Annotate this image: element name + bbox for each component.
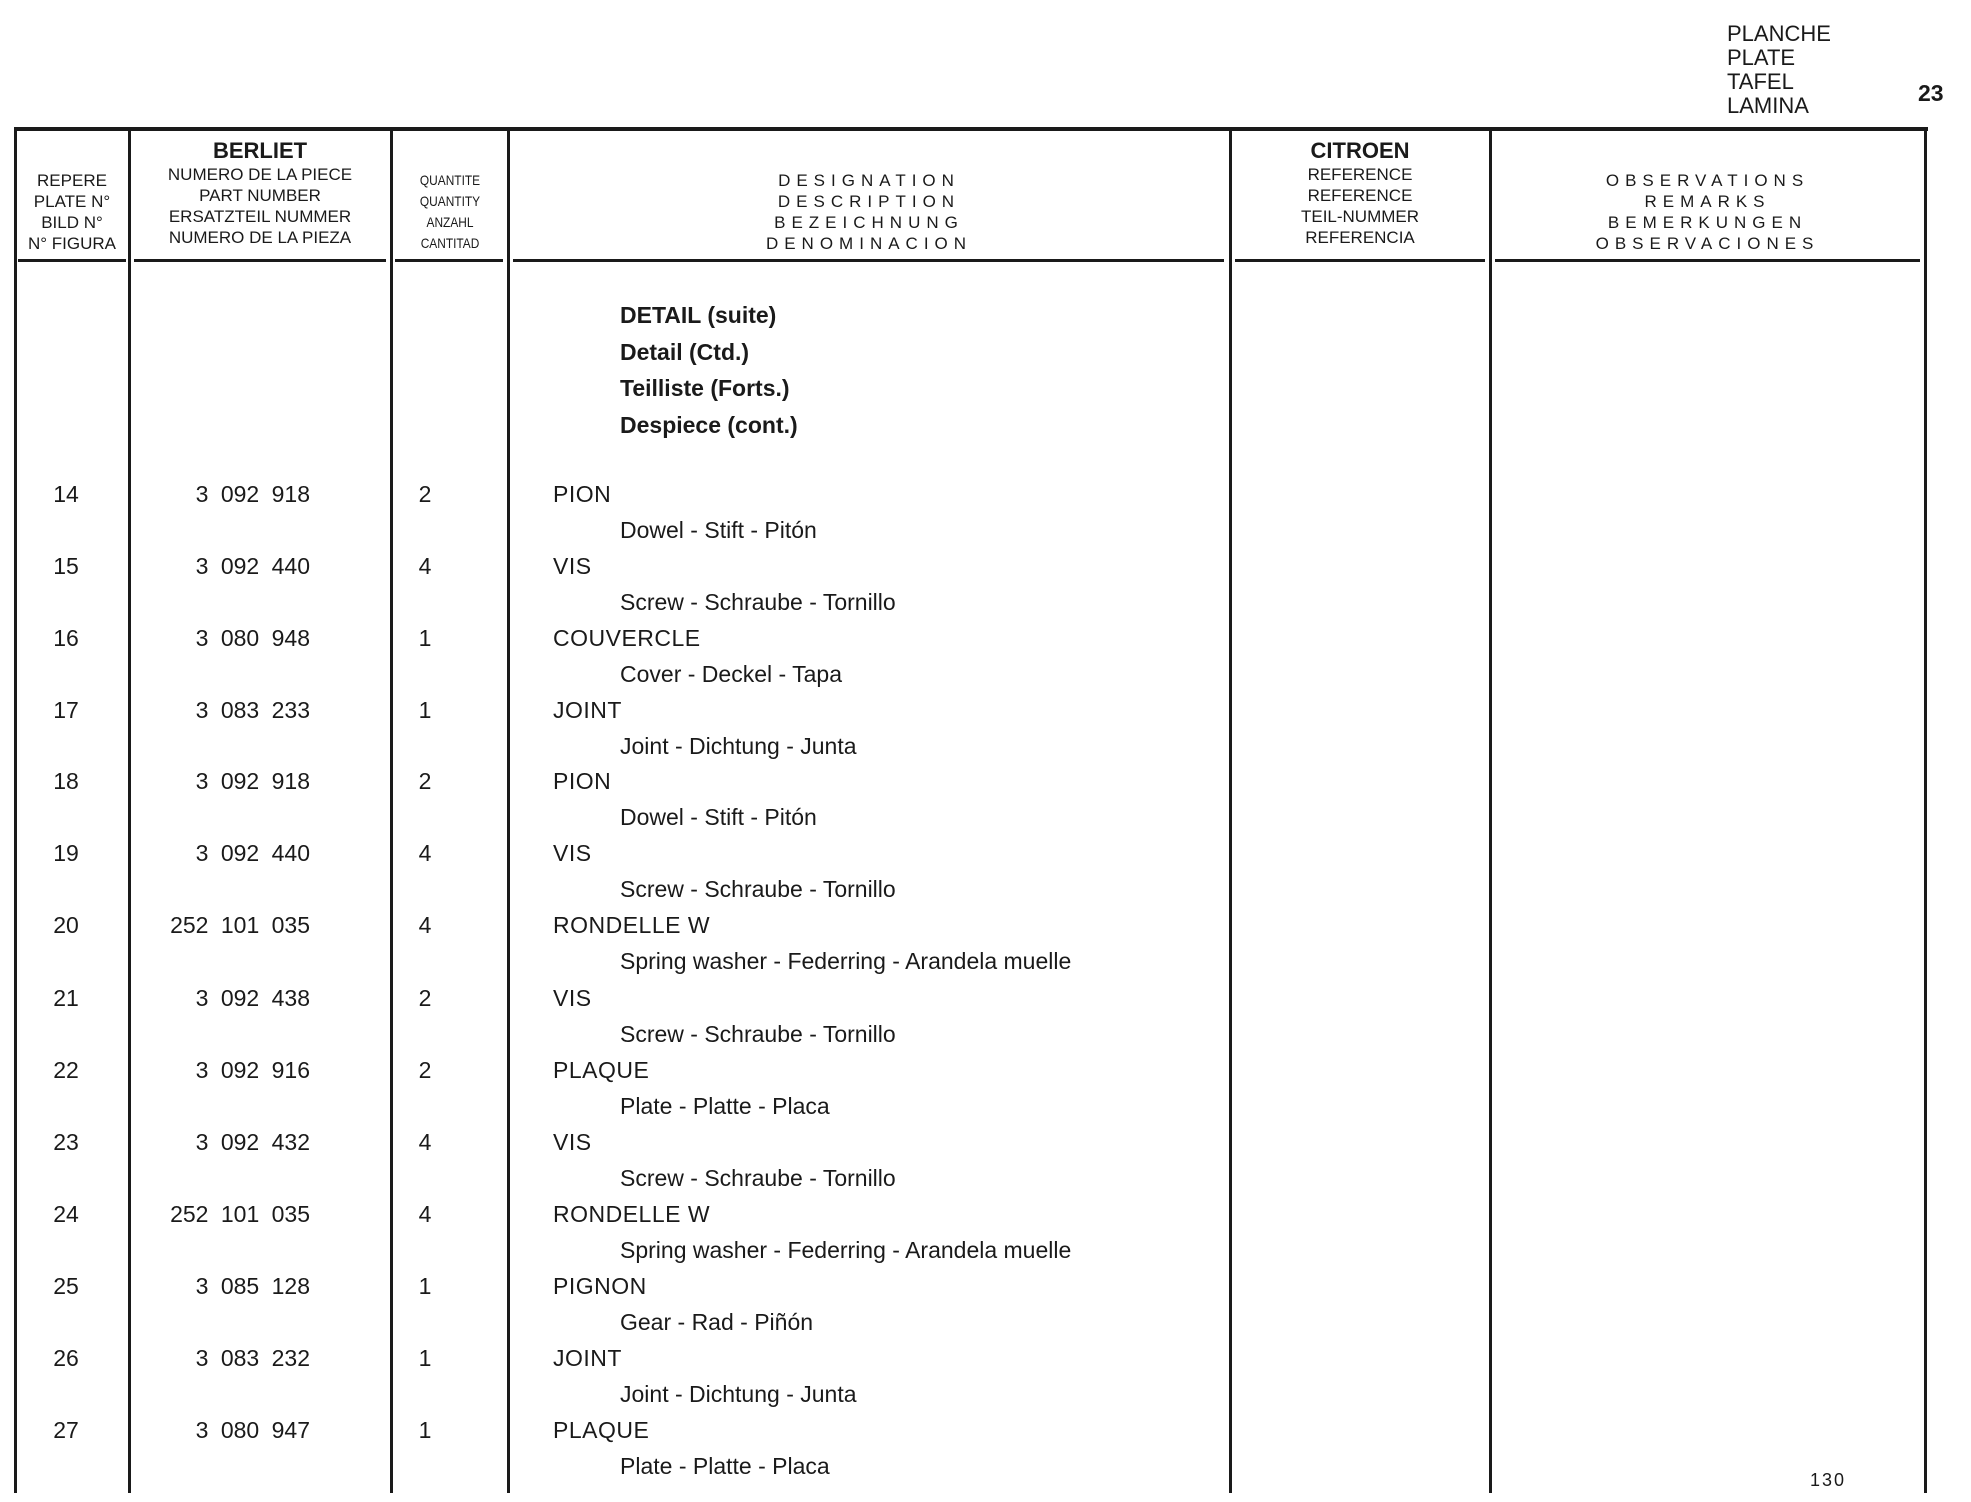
designation-multilingual: Spring washer - Federring - Arandela muelle — [620, 948, 1072, 974]
page-number: 130 — [1810, 1470, 1847, 1490]
part-number: 3 092 916 — [195, 1057, 310, 1083]
part-number: 3 092 918 — [195, 481, 310, 507]
header-observations-en: REMARKS — [1644, 192, 1771, 211]
plate-labels — [1727, 22, 1831, 118]
header-citroen-es: REFERENCIA — [1305, 228, 1415, 247]
quantity-value: 2 — [418, 1057, 432, 1083]
header-repere-de: BILD N° — [41, 213, 103, 232]
plate-label-en: PLATE — [1727, 45, 1796, 70]
designation-multilingual: Screw - Schraube - Tornillo — [620, 589, 896, 615]
header-repere-en: PLATE N° — [33, 192, 111, 211]
repere-number: 23 — [53, 1129, 79, 1155]
table-row — [0, 481, 1971, 553]
detail-intro-fr: DETAIL (suite) — [620, 302, 777, 328]
header-underline-berliet — [134, 259, 386, 262]
designation-multilingual: Plate - Platte - Placa — [620, 1093, 830, 1119]
quantity-value: 2 — [418, 481, 432, 507]
quantity-value: 2 — [418, 768, 432, 794]
header-citroen-en: REFERENCE — [1307, 186, 1413, 205]
designation-fr: PION — [553, 768, 612, 794]
table-top-border — [14, 127, 1928, 131]
quantity-value: 4 — [418, 1201, 432, 1227]
header-citroen-brand: CITROEN — [1310, 138, 1410, 163]
designation-multilingual: Screw - Schraube - Tornillo — [620, 1165, 896, 1191]
plate-label-de: TAFEL — [1727, 69, 1794, 94]
header-observations-es: OBSERVACIONES — [1595, 234, 1820, 253]
designation-fr: PLAQUE — [553, 1417, 650, 1443]
repere-number: 19 — [53, 840, 79, 866]
designation-multilingual: Dowel - Stift - Pitón — [620, 804, 817, 830]
part-number: 3 092 440 — [195, 840, 310, 866]
header-berliet-es: NUMERO DE LA PIEZA — [168, 228, 352, 247]
quantity-value: 1 — [418, 697, 432, 723]
header-observations-fr: OBSERVATIONS — [1605, 171, 1810, 190]
part-number: 3 092 438 — [195, 985, 310, 1011]
repere-number: 17 — [53, 697, 79, 723]
table-row — [0, 840, 1971, 912]
header-berliet-en: PART NUMBER — [199, 186, 321, 205]
header-underline-repere — [18, 259, 126, 262]
repere-number: 18 — [53, 768, 79, 794]
designation-multilingual: Dowel - Stift - Pitón — [620, 517, 817, 543]
table-row — [0, 625, 1971, 697]
table-row — [0, 1273, 1971, 1345]
detail-intro — [620, 297, 798, 443]
designation-fr: PIGNON — [553, 1273, 647, 1299]
header-quantity — [402, 170, 499, 254]
header-designation-en: DESCRIPTION — [777, 192, 961, 211]
repere-number: 21 — [53, 985, 79, 1011]
part-number: 3 083 233 — [195, 697, 310, 723]
table-row — [0, 1057, 1971, 1129]
repere-number: 25 — [53, 1273, 79, 1299]
designation-fr: VIS — [553, 1129, 592, 1155]
table-row — [0, 1417, 1971, 1489]
designation-multilingual: Plate - Platte - Placa — [620, 1453, 830, 1479]
part-number: 3 092 918 — [195, 768, 310, 794]
quantity-value: 1 — [418, 1273, 432, 1299]
designation-multilingual: Gear - Rad - Piñón — [620, 1309, 814, 1335]
header-underline-quantity — [395, 259, 503, 262]
detail-intro-es: Despiece (cont.) — [620, 411, 798, 438]
header-underline-designation — [513, 259, 1224, 262]
quantity-value: 4 — [418, 912, 432, 938]
repere-number: 24 — [53, 1201, 79, 1227]
quantity-value: 1 — [418, 1417, 432, 1443]
designation-fr: VIS — [553, 985, 592, 1011]
quantity-value: 4 — [418, 553, 432, 579]
designation-fr: RONDELLE W — [553, 912, 711, 938]
designation-fr: COUVERCLE — [553, 625, 701, 651]
designation-fr: JOINT — [553, 697, 622, 723]
designation-fr: PLAQUE — [553, 1057, 650, 1083]
table-row — [0, 1201, 1971, 1273]
header-underline-observations — [1495, 259, 1920, 262]
header-berliet-brand: BERLIET — [212, 138, 308, 163]
plate-label-fr: PLANCHE — [1727, 21, 1831, 46]
header-citroen-de: TEIL-NUMMER — [1300, 207, 1420, 226]
header-designation-fr: DESIGNATION — [778, 171, 960, 190]
designation-multilingual: Screw - Schraube - Tornillo — [620, 1021, 896, 1047]
designation-fr: JOINT — [553, 1345, 622, 1371]
header-berliet-fr: NUMERO DE LA PIECE — [167, 165, 353, 184]
table-row — [0, 1345, 1971, 1417]
header-quantity-es: CANTITAD — [420, 235, 480, 251]
plate-number: 23 — [1918, 80, 1944, 106]
repere-number: 14 — [53, 481, 79, 507]
header-designation-de: BEZEICHNUNG — [774, 213, 964, 232]
header-repere-es: N° FIGURA — [27, 234, 117, 253]
designation-multilingual: Joint - Dichtung - Junta — [620, 1381, 857, 1407]
repere-number: 26 — [53, 1345, 79, 1371]
header-designation — [510, 170, 1228, 254]
header-citroen — [1232, 138, 1488, 248]
designation-multilingual: Screw - Schraube - Tornillo — [620, 876, 896, 902]
header-quantity-en: QUANTITY — [419, 193, 481, 209]
repere-number: 16 — [53, 625, 79, 651]
repere-number: 27 — [53, 1417, 79, 1443]
designation-fr: RONDELLE W — [553, 1201, 711, 1227]
header-citroen-fr: REFERENCE — [1307, 165, 1413, 184]
quantity-value: 4 — [418, 1129, 432, 1155]
table-row — [0, 912, 1971, 984]
part-number: 3 080 948 — [195, 625, 310, 651]
header-designation-es: DENOMINACION — [765, 234, 973, 253]
part-number: 3 092 440 — [195, 553, 310, 579]
designation-fr: VIS — [553, 840, 592, 866]
header-repere-fr: REPERE — [37, 171, 107, 190]
quantity-value: 1 — [418, 625, 432, 651]
part-number: 3 080 947 — [195, 1417, 310, 1443]
part-number: 252 101 035 — [170, 912, 310, 938]
designation-multilingual: Cover - Deckel - Tapa — [620, 661, 842, 687]
table-row — [0, 553, 1971, 625]
header-berliet-de: ERSATZTEIL NUMMER — [168, 207, 352, 226]
part-number: 3 092 432 — [195, 1129, 310, 1155]
part-number: 252 101 035 — [170, 1201, 310, 1227]
quantity-value: 1 — [418, 1345, 432, 1371]
designation-multilingual: Spring washer - Federring - Arandela muelle — [620, 1237, 1072, 1263]
header-berliet — [131, 138, 389, 248]
header-quantity-fr: QUANTITE — [419, 172, 481, 188]
repere-number: 15 — [53, 553, 79, 579]
repere-number: 20 — [53, 912, 79, 938]
designation-multilingual: Joint - Dichtung - Junta — [620, 733, 857, 759]
designation-fr: VIS — [553, 553, 592, 579]
designation-fr: PION — [553, 481, 612, 507]
repere-number: 22 — [53, 1057, 79, 1083]
header-quantity-de: ANZAHL — [426, 214, 474, 230]
table-row — [0, 1129, 1971, 1201]
quantity-value: 2 — [418, 985, 432, 1011]
part-number: 3 085 128 — [195, 1273, 310, 1299]
header-underline-citroen — [1235, 259, 1485, 262]
detail-intro-en: Detail (Ctd.) — [620, 338, 750, 365]
table-row — [0, 768, 1971, 840]
table-row — [0, 985, 1971, 1057]
detail-intro-de: Teilliste (Forts.) — [620, 375, 790, 401]
header-observations — [1492, 170, 1923, 254]
quantity-value: 4 — [418, 840, 432, 866]
header-observations-de: BEMERKUNGEN — [1607, 213, 1808, 232]
table-row — [0, 697, 1971, 769]
part-number: 3 083 232 — [195, 1345, 310, 1371]
header-repere — [14, 170, 130, 254]
plate-label-es: LAMINA — [1727, 93, 1809, 118]
